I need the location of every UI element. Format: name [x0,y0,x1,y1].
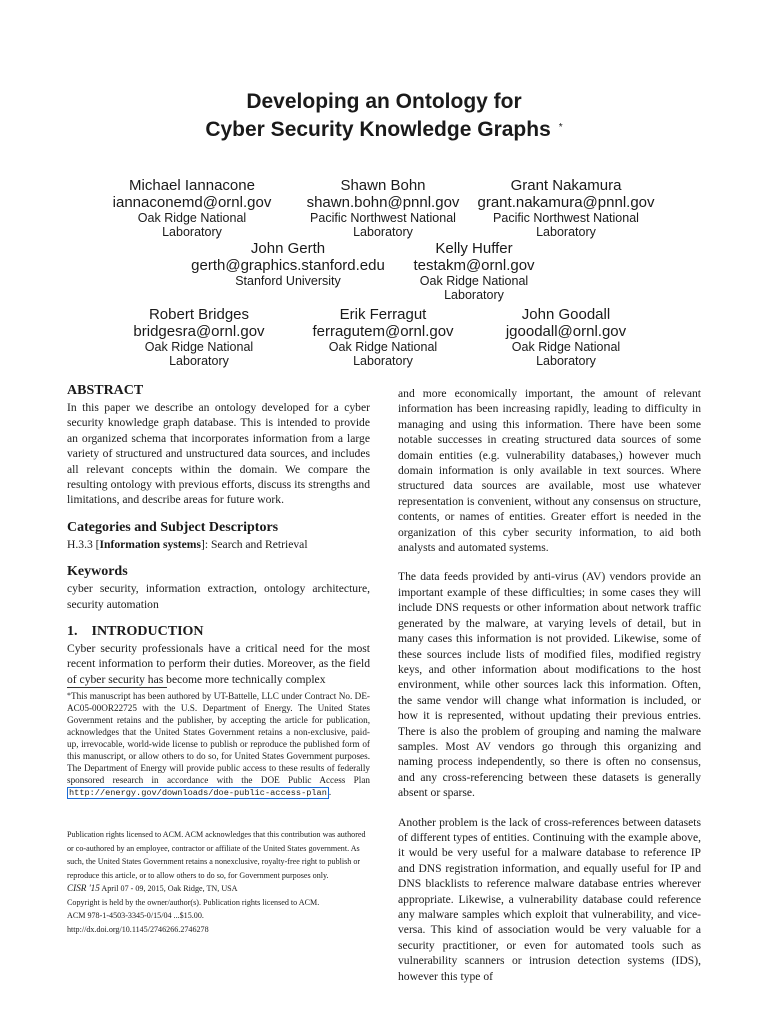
introduction-text: Cyber security professionals have a critical need for the most recent information to perform their duties. Moreover, as the field of cyber security has become more technically complex [67,642,370,686]
body-paragraph: The data feeds provided by anti-virus (AV) vendors provide an important example of these difficulties; in some cases they will include DNS requests or other information about network traffic generated by the malware, at varying levels of detail, but in many cases this information is not provided. Likewise, some of these sources include lists of modified files, modified registry keys, and other information about modifications to the host environment, while other sources lack this information. Often, the same vendor will change what information is included, or how it is represented, without updating their previous entries. There is also the problem of grouping and naming the malware samples. Most AV vendors go through this organizing and naming process independently, so there is often no consensus, and any cross-referencing between these datasets is generally absent or sparse. [398,570,701,800]
author-email: grant.nakamura@pnnl.gov [477,194,655,211]
author-email: gerth@graphics.stanford.edu [191,257,385,274]
copyright-line: Copyright is held by the owner/author(s). Publication rights licensed to ACM. [67,897,320,907]
author-affiliation: Laboratory [536,225,596,239]
isbn-line: ACM 978-1-4503-3345-0/15/04 ...$15.00. [67,911,204,920]
paper-title [0,88,768,144]
footnote-end: . [328,787,332,797]
author-affiliation: Laboratory [353,225,413,239]
right-column [398,386,701,984]
author-affiliation: Pacific Northwest National [493,211,639,225]
author-affiliation: Oak Ridge National [144,340,254,354]
author-block [92,177,292,239]
author-email: bridgesra@ornl.gov [133,323,265,340]
conference-name: CISR '15 [67,883,100,893]
author-block [283,177,483,239]
publication-notice [67,828,370,936]
footnote-link[interactable]: http://energy.gov/downloads/doe-public-access-plan [69,788,327,798]
author-affiliation: Oak Ridge National [419,274,529,288]
author-email: testakm@ornl.gov [413,257,535,274]
body-paragraph: and more economically important, the amount of relevant information has been increasing rapidly, leading to difficulty in managing and using this information. There have been some notable successes in creating structured data sources of some domain entities (e.g. vulnerability databases,) however much domain information is only available in text sources. Where structured data sources are available, most use whatever representation is convenient, without any consensus on structure, contents, or names of entities. Greater effort is needed in the organization of this cyber security information, to aid both analysts and automated systems. [398,387,701,555]
categories-heading: Categories and Subject Descriptors [67,519,279,535]
body-paragraph: Another problem is the lack of cross-references between datasets of different types of entities. Continuing with the example above, it would be very useful for a malware database to reference IP and DNS registration information, and equally useful for IP and DNS blacklists to reference malware database entries wherever appropriate. Likewise, a vulnerability database could reference any malware samples which exploit that vulnerability, and vice-versa. This kind of association would be very valuable for a security practitioner, or even for automated tools such as vulnerability scanners or intrusion detection systems (IDS), however this type of [398,815,701,983]
author-affiliation: Laboratory [536,354,596,368]
author-affiliation: Pacific Northwest National [310,211,456,225]
author-affiliation: Stanford University [235,274,341,288]
abstract-text: In this paper we describe an ontology developed for a cyber security knowledge graph database. This is intended to provide an organized schema that incorporates information from a large variety of structured and unstructured data sources, and includes all relevant concepts within the domain. We compare the resulting ontology with previous efforts, discuss its strengths and limitations, and describe areas for future work. [67,401,370,507]
author-email: iannaconemd@ornl.gov [112,194,272,211]
author-name: John Gerth [250,240,326,257]
categories-text [67,537,370,552]
author-affiliation: Oak Ridge National [137,211,247,225]
title-line-1: Developing an Ontology for [246,90,522,113]
author-block [466,177,666,239]
author-name: Erik Ferragut [339,306,427,323]
keywords-text: cyber security, information extraction, ontology architecture, security automation [67,582,370,611]
author-block [374,240,574,302]
footnote-text: This manuscript has been authored by UT-Battelle, LLC under Contract No. DE-AC05-00OR22725 with the U.S. Department of Energy. The United States Government retains and the publisher, by accepting the article for publication, acknowledges that the United States Government retains a non-exclusive, paid-up, irrevocable, world-wide license to publish or reproduce the published form of this manuscript, or allow others to do so, for United States Government purposes. The Department of Energy will provide public access to these results of federally sponsored research in accordance with the DOE Public Access Plan [67,691,370,785]
author-email: ferragutem@ornl.gov [312,323,454,340]
author-block [466,306,666,368]
left-column [67,382,370,687]
author-block [283,306,483,368]
author-name: Michael Iannacone [129,177,255,194]
author-name: Shawn Bohn [340,177,426,194]
author-name: Grant Nakamura [510,177,622,194]
title-footnote-mark: * [558,122,563,133]
author-name: Robert Bridges [148,306,250,323]
footnote-divider [67,687,167,688]
footnote-mark: * [67,691,71,700]
categories-rest: ]: Search and Retrieval [200,537,308,551]
abstract-heading: ABSTRACT [67,383,144,398]
introduction-heading: 1. INTRODUCTION [67,624,204,640]
author-affiliation: Laboratory [169,354,229,368]
author-block [188,240,388,288]
author-block [99,306,299,368]
keywords-heading: Keywords [67,564,128,580]
title-line-2: Cyber Security Knowledge Graphs [205,118,551,141]
footnote [67,690,370,799]
author-affiliation: Laboratory [353,354,413,368]
author-affiliation: Oak Ridge National [328,340,438,354]
author-affiliation: Oak Ridge National [511,340,621,354]
author-name: Kelly Huffer [435,240,513,257]
author-affiliation: Laboratory [162,225,222,239]
categories-bold: Information systems [99,537,201,551]
categories-code: H.3.3 [ [67,537,100,551]
author-email: shawn.bohn@pnnl.gov [306,194,460,211]
author-affiliation: Laboratory [444,288,504,302]
author-email: jgoodall@ornl.gov [505,323,627,340]
publication-rights: Publication rights licensed to ACM. ACM acknowledges that this contribution was authored or co-authored by an employee, contractor or affiliate of the United States government. As such, the United States Government retains a nonexclusive, royalty-free right to publish or reproduce this article, or to allow others to do so, for Government purposes only. [67,830,366,880]
conference-details: April 07 - 09, 2015, Oak Ridge, TN, USA [99,884,238,893]
doi-link[interactable]: http://dx.doi.org/10.1145/2746266.2746278 [67,924,209,934]
author-name: John Goodall [521,306,611,323]
